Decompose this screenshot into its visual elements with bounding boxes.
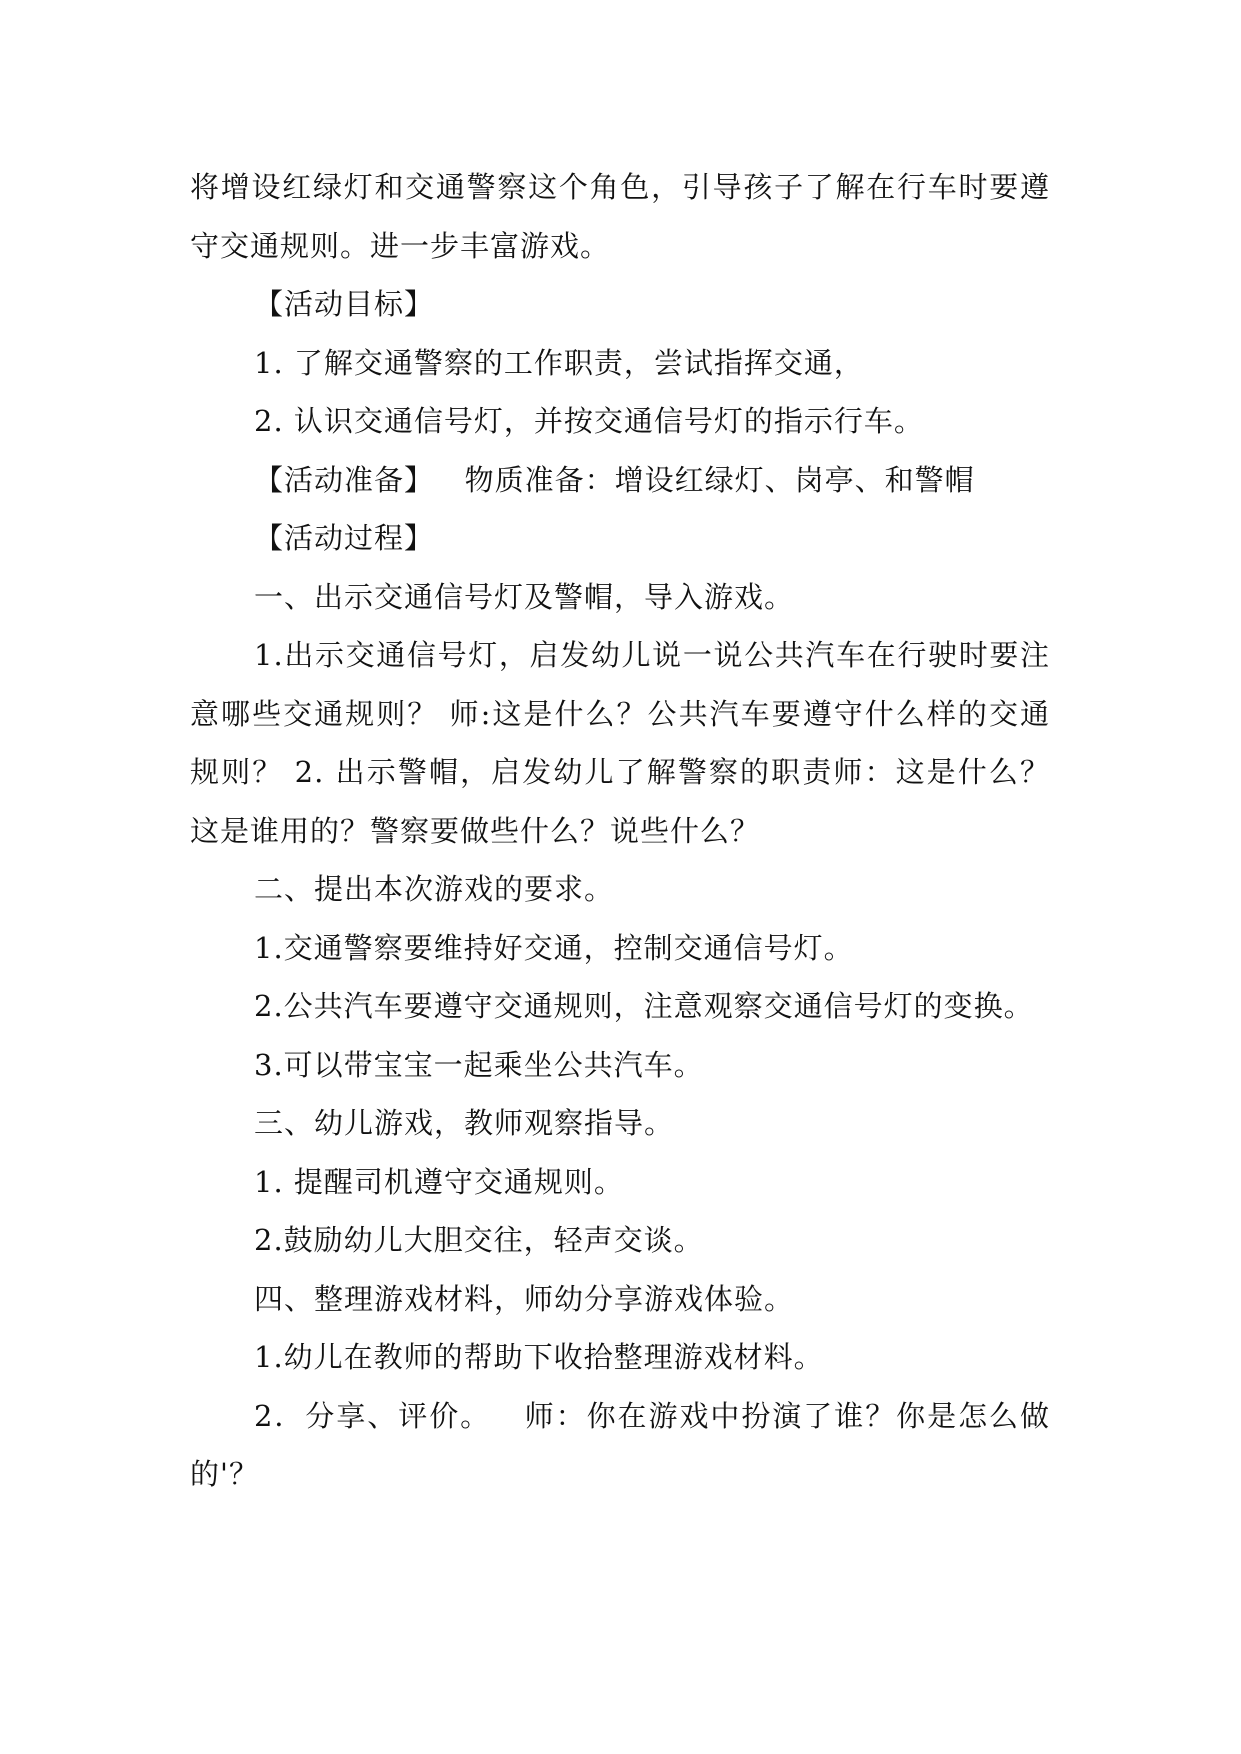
step-3-item-1: 1. 提醒司机遵守交通规则。 [254,1164,624,1199]
step-3-item-2: 2.鼓励幼儿大胆交往，轻声交谈。 [254,1223,704,1257]
step-4-item-1: 1.幼儿在教师的帮助下收拾整理游戏材料。 [254,1340,824,1374]
step-2-item-3: 3.可以带宝宝一起乘坐公共汽车。 [254,1047,704,1082]
goal-item-1: 1. 了解交通警察的工作职责，尝试指挥交通， [254,345,864,380]
heading-activity-process: 【活动过程】 [254,521,435,555]
step-1-detail: 1.出示交通信号灯，启发幼儿说一说公共汽车在行驶时要注意哪些交通规则？ 师:这是什么？公共汽车要遵守什么样的交通规则？ 2. 出示警帽，启发幼儿了解警察的职责师：这是什么？这是谁用的？警察要做些什么？说些什么？ [190,638,1050,848]
heading-activity-preparation: 【活动准备】 物质准备：增设红绿灯、岗亭、和警帽 [254,462,975,497]
step-1-heading: 一、出示交通信号灯及警帽，导入游戏。 [254,579,795,614]
step-2-item-1: 1.交通警察要维持好交通，控制交通信号灯。 [254,930,854,965]
paragraph-intro: 将增设红绿灯和交通警察这个角色，引导孩子了解在行车时要遵守交通规则。进一步丰富游戏。 [190,170,1050,263]
step-4-item-2: 2．分享、评价。 师：你在游戏中扮演了谁？你是怎么做的'？ [190,1398,1050,1491]
document-body [190,158,1050,1504]
step-4-heading: 四、整理游戏材料，师幼分享游戏体验。 [254,1281,795,1316]
heading-activity-goals: 【活动目标】 [254,287,435,321]
goal-item-2: 2. 认识交通信号灯，并按交通信号灯的指示行车。 [254,404,924,438]
step-2-item-2: 2.公共汽车要遵守交通规则，注意观察交通信号灯的变换。 [254,989,1034,1023]
step-2-heading: 二、提出本次游戏的要求。 [254,872,615,906]
step-3-heading: 三、幼儿游戏，教师观察指导。 [254,1106,675,1140]
